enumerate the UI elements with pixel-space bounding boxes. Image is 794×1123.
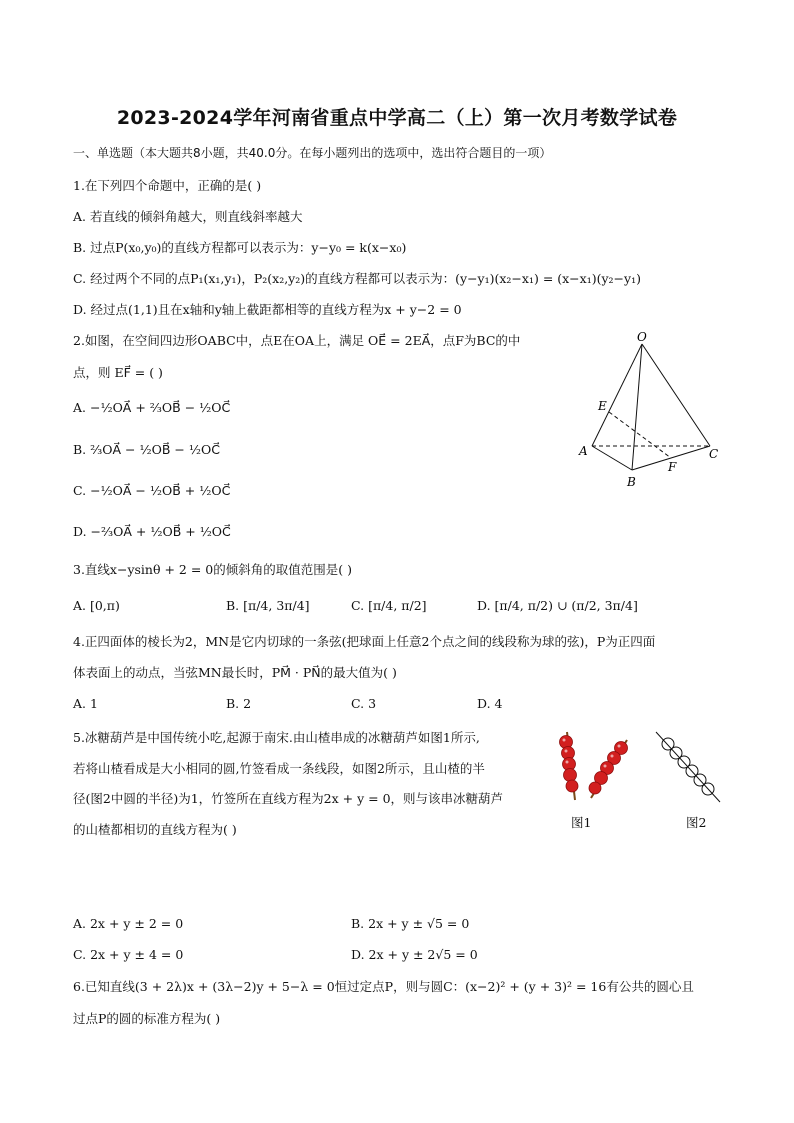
vertex-label-o: O (637, 330, 647, 344)
figure1-caption: 图1 (571, 815, 592, 830)
point-label-f: F (668, 460, 677, 474)
q6-stem-line2: 过点P的圆的标准方程为( ) (73, 1011, 221, 1026)
q6-stem-line1: 6.已知直线(3 + 2λ)x + (3λ−2)y + 5−λ = 0恒过定点P，则与圆C：(x−2)² + (y + 3)² = 16有公共的圆心且 (73, 979, 694, 994)
q5-option-b: B. 2x + y ± √5 = 0 (351, 916, 470, 931)
tetrahedron-figure (570, 330, 730, 495)
q2-option-d: D. −⅔OA⃗ + ½OB⃗ + ½OC⃗ (73, 524, 231, 539)
q5-option-d: D. 2x + y ± 2√5 = 0 (351, 947, 478, 962)
q5-option-a: A. 2x + y ± 2 = 0 (73, 916, 184, 931)
q3-option-b: B. [π/4, 3π/4] (226, 598, 310, 613)
q2-stem-line1: 2.如图，在空间四边形OABC中，点E在OA上，满足 OE⃗ = 2EA⃗，点F为BC的中 (73, 333, 521, 348)
vertex-label-c: C (709, 447, 719, 461)
q3-option-c: C. [π/4, π/2] (351, 598, 427, 613)
point-label-e: E (598, 399, 607, 413)
q1-option-b: B. 过点P(x₀,y₀)的直线方程都可以表示为：y−y₀ = k(x−x₀) (73, 240, 407, 255)
q5-option-c: C. 2x + y ± 4 = 0 (73, 947, 184, 962)
q3-option-d: D. [π/4, π/2) ∪ (π/2, 3π/4] (477, 598, 638, 613)
q2-option-b: B. ⅔OA⃗ − ½OB⃗ − ½OC⃗ (73, 442, 220, 457)
candied-hawthorn-photo (545, 728, 635, 803)
q5-stem-line3: 径(图2中圆的半径)为1，竹签所在直线方程为2x + y = 0，则与该串冰糖葫芦 (73, 791, 504, 806)
figure2-caption: 图2 (686, 815, 707, 830)
section-heading-single-choice: 一、单选题（本大题共8小题，共40.0分。在每小题列出的选项中，选出符合题目的一项） (73, 146, 552, 160)
q4-option-d: D. 4 (477, 696, 503, 711)
q1-stem: 1.在下列四个命题中，正确的是( ) (73, 178, 262, 193)
page-title: 2023-2024学年河南省重点中学高二（上）第一次月考数学试卷 (116, 107, 678, 129)
q5-stem-line1: 5.冰糖葫芦是中国传统小吃,起源于南宋.由山楂串成的冰糖葫芦如图1所示, (73, 730, 480, 745)
circles-on-skewer-diagram (652, 728, 724, 806)
q3-option-a: A. [0,π) (73, 598, 120, 613)
q1-option-a: A. 若直线的倾斜角越大，则直线斜率越大 (73, 209, 303, 224)
q4-option-a: A. 1 (73, 696, 98, 711)
q5-stem-line4: 的山楂都相切的直线方程为( ) (73, 822, 237, 837)
q2-stem-line2: 点，则 EF⃗ = ( ) (73, 365, 163, 380)
q5-stem-line2: 若将山楂看成是大小相同的圆,竹签看成一条线段，如图2所示，且山楂的半 (73, 761, 485, 776)
q4-stem-line1: 4.正四面体的棱长为2，MN是它内切球的一条弦(把球面上任意2个点之间的线段称为球的弦)，P为正四面 (73, 634, 656, 649)
q1-option-c: C. 经过两个不同的点P₁(x₁,y₁)，P₂(x₂,y₂)的直线方程都可以表示为：(y−y₁)(x₂−x₁) = (x−x₁)(y₂−y₁) (73, 271, 641, 286)
q3-stem: 3.直线x−ysinθ + 2 = 0的倾斜角的取值范围是( ) (73, 562, 352, 577)
vertex-label-b: B (627, 475, 636, 489)
q2-option-a: A. −½OA⃗ + ⅔OB⃗ − ½OC⃗ (73, 400, 231, 415)
q1-option-d: D. 经过点(1,1)且在x轴和y轴上截距都相等的直线方程为x + y−2 = 0 (73, 302, 462, 317)
q4-option-c: C. 3 (351, 696, 377, 711)
q2-option-c: C. −½OA⃗ − ½OB⃗ + ½OC⃗ (73, 483, 231, 498)
q4-stem-line2: 体表面上的动点，当弦MN最长时，PM⃗ · PN⃗的最大值为( ) (73, 665, 397, 680)
q4-option-b: B. 2 (226, 696, 252, 711)
vertex-label-a: A (579, 444, 588, 458)
